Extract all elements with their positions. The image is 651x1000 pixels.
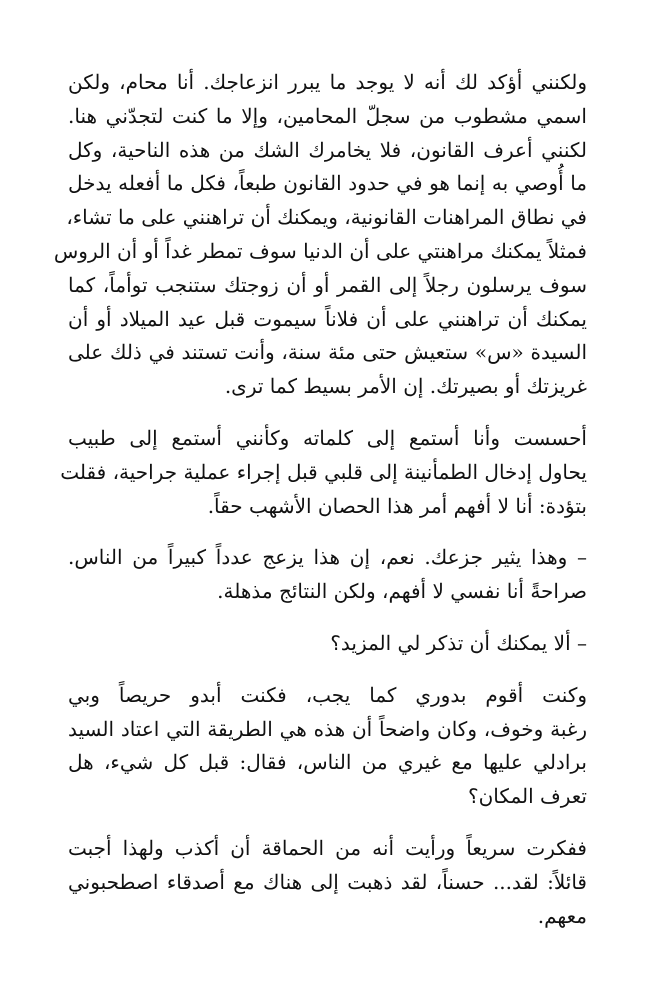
text-line: تعرف المكان؟ xyxy=(468,784,587,809)
text-line: – وهذا يثير جزعك. نعم، إن هذا يزعج عدداً كبيراً من الناس. xyxy=(68,545,587,570)
text-line: سوف يرسلون رجلاً إلى القمر أو أن زوجتك ستنجب توأماً، كما xyxy=(68,272,587,297)
paragraph-6 xyxy=(68,832,587,933)
text-line: معهم. xyxy=(537,903,587,928)
text-line: برادلي عليها مع غيري من الناس، فقال: قبل كل شيء، هل xyxy=(68,750,587,775)
text-line: – ألا يمكنك أن تذكر لي المزيد؟ xyxy=(330,630,587,655)
paragraph-1 xyxy=(53,66,587,404)
text-line: السيدة «س» ستعيش حتى مئة سنة، وأنت تستند في ذلك على xyxy=(68,340,587,365)
text-line: لكنني أعرف القانون، فلا يخامرك الشك من هذه الناحية، وكل xyxy=(68,137,587,162)
text-line: بتؤدة: أنا لا أفهم أمر هذا الحصان الأشهب حقاً. xyxy=(207,493,587,518)
paragraph-4 xyxy=(68,627,587,661)
text-line: ففكرت سريعاً ورأيت أنه من الحماقة أن أكذب ولهذا أجبت xyxy=(68,835,587,860)
text-line: رغبة وخوف، وكان واضحاً أن هذه هي الطريقة التي اعتاد السيد xyxy=(68,716,587,741)
paragraph-gap xyxy=(68,661,587,679)
paragraph-3 xyxy=(68,541,587,609)
text-line: يحاول إدخال الطمأنينة إلى قلبي قبل إجراء عملية جراحية، فقلت xyxy=(60,459,587,484)
paragraph-gap xyxy=(68,814,587,832)
book-page xyxy=(53,66,587,933)
text-line: في نطاق المراهنات القانونية، ويمكنك أن تراهنني على ما تشاء، xyxy=(66,205,587,230)
text-line: قائلاً: لقد... حسناً، لقد ذهبت إلى هناك مع أصدقاء اصطحبوني xyxy=(68,869,587,894)
text-line: أحسست وأنا أستمع إلى كلماته وكأنني أستمع إلى طبيب xyxy=(68,425,587,450)
text-line: صراحةً أنا نفسي لا أفهم، ولكن النتائج مذهلة. xyxy=(217,579,587,604)
paragraph-gap xyxy=(68,404,587,422)
text-line: يمكنك أن تراهنني على أن فلاناً سيموت قبل عيد الميلاد أو أن xyxy=(68,306,587,331)
text-line: ما أُوصي به إنما هو في حدود القانون طبعاً، فكل ما أفعله يدخل xyxy=(68,171,587,196)
text-line: غريزتك أو بصيرتك. إن الأمر بسيط كما ترى. xyxy=(224,374,587,399)
paragraph-gap xyxy=(68,609,587,627)
text-line: اسمي مشطوب من سجلّ المحامين، وإلا ما كنت لتجدّني هنا. xyxy=(68,103,587,128)
text-line: ولكنني أؤكد لك أنه لا يوجد ما يبرر انزعاجك. أنا محام، ولكن xyxy=(68,70,587,94)
paragraph-gap xyxy=(68,523,587,541)
paragraph-2 xyxy=(60,422,587,523)
text-line: فمثلاً يمكنك مراهنتي على أن الدنيا سوف تمطر غداً أو أن الروس xyxy=(53,238,587,263)
text-line: وكنت أقوم بدوري كما يجب، فكنت أبدو حريصاً وبي xyxy=(68,682,587,707)
paragraph-5 xyxy=(68,679,587,814)
